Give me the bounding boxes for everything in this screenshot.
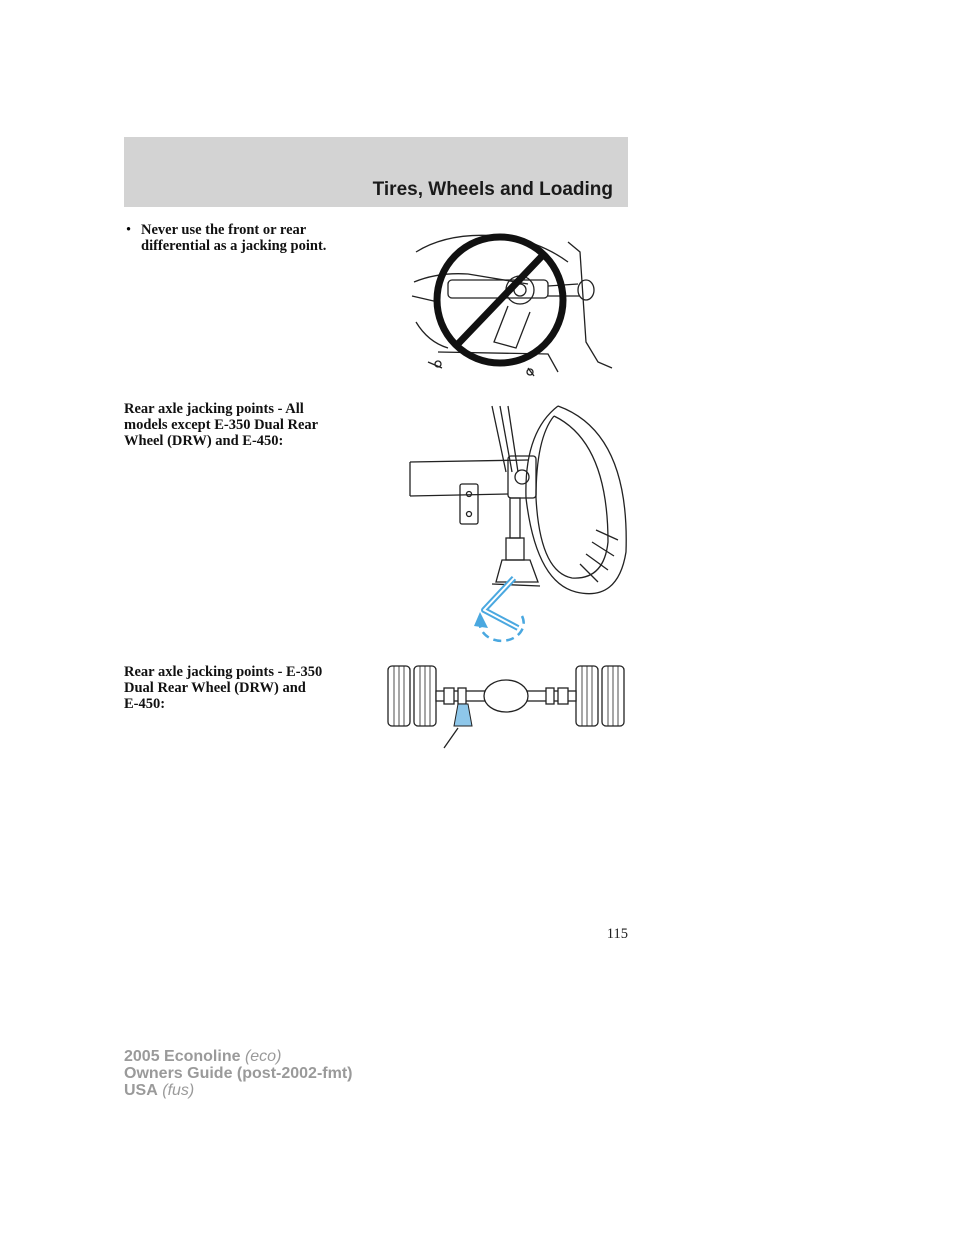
drw-jacking-points-text: [124, 664, 322, 712]
drw-line: E-450:: [124, 696, 166, 712]
rear-axle-jack-illustration: [408, 402, 630, 652]
footer-guide-line: [124, 1065, 352, 1082]
footer-model-line: [124, 1048, 352, 1065]
no-differential-jacking-illustration: [408, 222, 614, 382]
drw-jack-point: [454, 704, 472, 726]
warning-text: [141, 222, 326, 254]
prohibited-sign-slash: [456, 254, 544, 346]
warning-line: Never use the front or rear: [141, 222, 307, 238]
bullet-marker: •: [126, 222, 132, 238]
warning-line: differential as a jacking point.: [141, 238, 327, 254]
footer-model-code: (eco): [244, 1048, 282, 1065]
rear-axle-jacking-points-text: [124, 401, 318, 449]
rear-axle-line: Rear axle jacking points - All: [124, 401, 304, 417]
drw-line: Dual Rear Wheel (DRW) and: [124, 680, 306, 696]
drw-axle-illustration: [386, 664, 628, 752]
section-title: Tires, Wheels and Loading: [372, 179, 613, 200]
drw-jack-leader-line: [444, 728, 458, 748]
footer-region: USA: [124, 1082, 158, 1099]
rear-axle-line: Wheel (DRW) and E-450:: [124, 433, 284, 449]
document-footer: [124, 1048, 352, 1099]
footer-region-code: (fus): [162, 1082, 195, 1099]
page-number: 115: [606, 926, 628, 942]
rear-axle-line: models except E-350 Dual Rear: [124, 417, 319, 433]
footer-model: 2005 Econoline: [124, 1048, 241, 1065]
section-header-bar: [124, 137, 628, 207]
footer-guide: Owners Guide (post-2002-fmt): [124, 1065, 353, 1082]
footer-region-line: [124, 1082, 352, 1099]
drw-line: Rear axle jacking points - E-350: [124, 664, 323, 680]
